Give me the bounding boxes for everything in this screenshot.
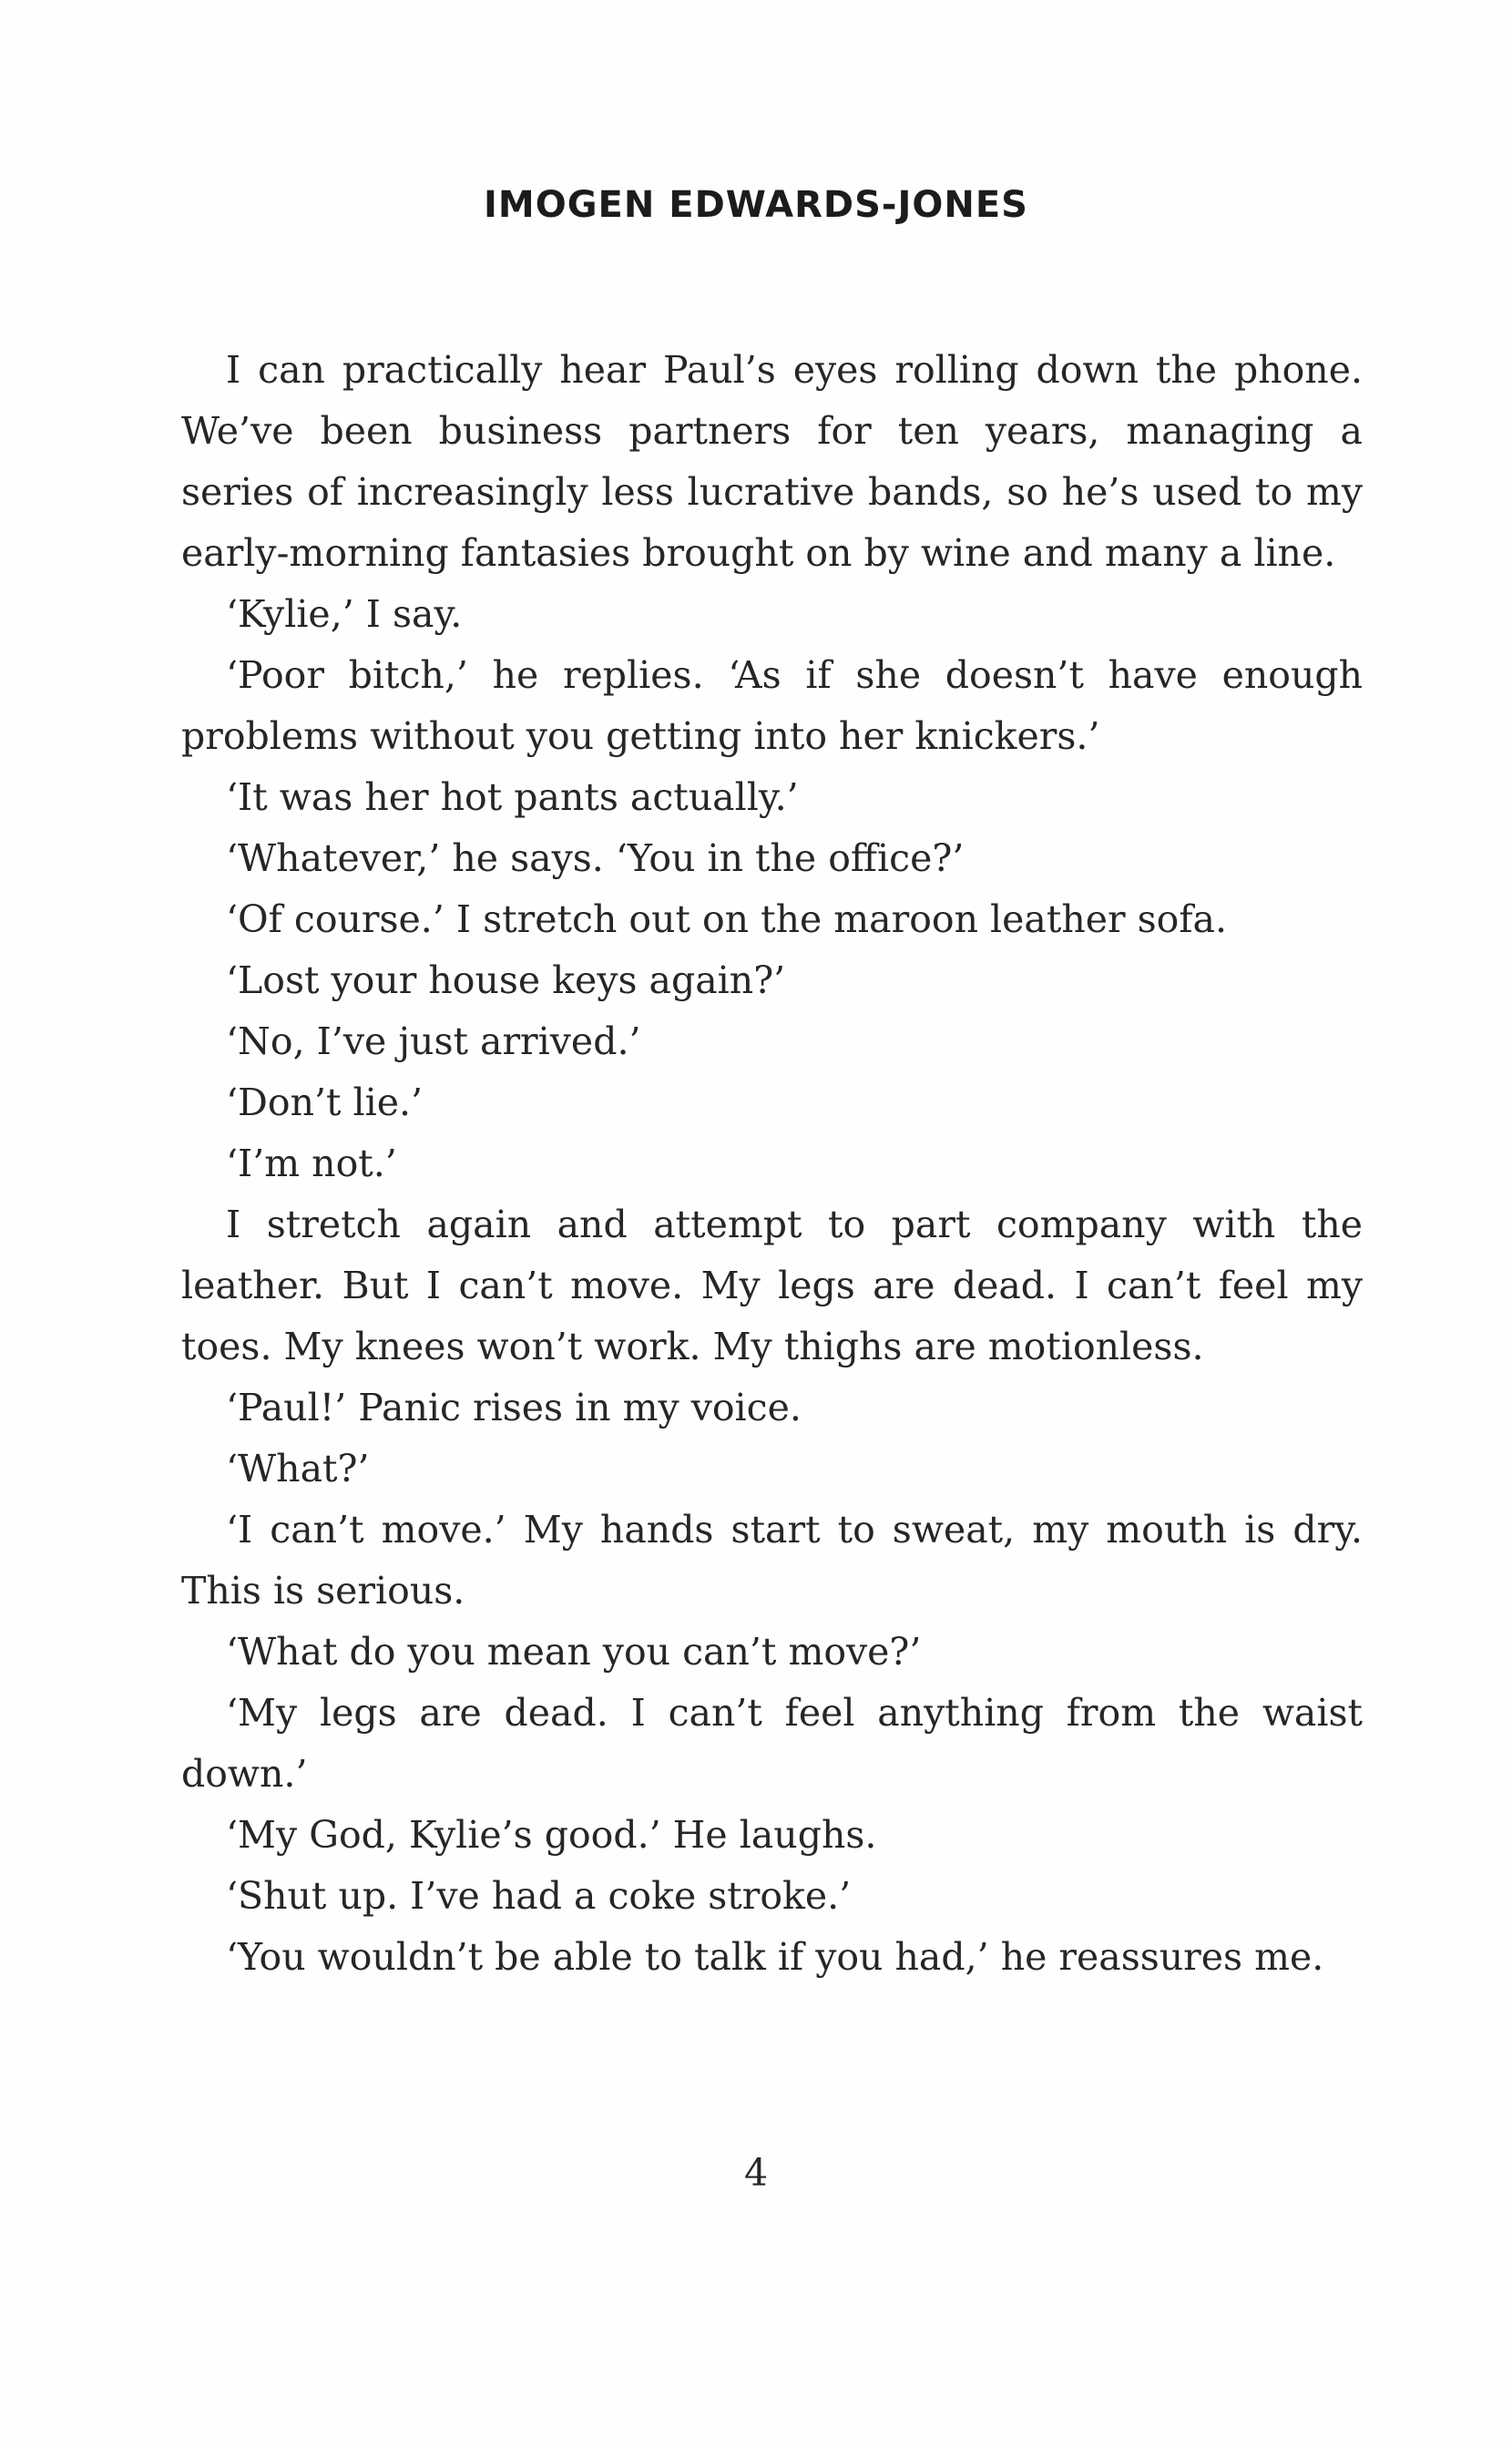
paragraph: ‘What?’	[226, 1447, 370, 1490]
paragraph: ‘I can’t move.’ My hands start to sweat, my mouth is dry. This is serious.	[181, 1508, 1363, 1613]
paragraph: I can practically hear Paul’s eyes rolling down the phone. We’ve been business partners for ten years, managing a series of increasingly less lucrative bands, so he’s used to my early-morning fantasies brought on by wine and many a line.	[181, 348, 1363, 575]
paragraph: ‘Kylie,’ I say.	[226, 592, 463, 636]
paragraph: ‘My God, Kylie’s good.’ He laughs.	[226, 1813, 877, 1857]
body-text	[181, 340, 1363, 1988]
paragraph: ‘No, I’ve just arrived.’	[226, 1019, 641, 1063]
paragraph: ‘Paul!’ Panic rises in my voice.	[226, 1386, 802, 1429]
running-head: IMOGEN EDWARDS-JONES	[484, 184, 1028, 226]
paragraph: ‘Poor bitch,’ he replies. ‘As if she doesn’t have enough problems without you getting into her knickers.’	[181, 653, 1363, 758]
paragraph: ‘My legs are dead. I can’t feel anything from the waist down.’	[181, 1691, 1363, 1796]
paragraph: ‘Of course.’ I stretch out on the maroon leather sofa.	[226, 897, 1227, 941]
paragraph: ‘You wouldn’t be able to talk if you had,’ he reassures me.	[226, 1935, 1324, 1979]
paragraph: ‘What do you mean you can’t move?’	[226, 1630, 922, 1674]
paragraph: ‘I’m not.’	[226, 1142, 397, 1185]
paragraph: ‘Don’t lie.’	[226, 1081, 424, 1124]
paragraph: ‘It was her hot pants actually.’	[226, 775, 799, 819]
paragraph: I stretch again and attempt to part company with the leather. But I can’t move. My legs are dead. I can’t feel my toes. My knees won’t work. My thighs are motionless.	[181, 1203, 1363, 1368]
paragraph: ‘Lost your house keys again?’	[226, 958, 786, 1002]
paragraph: ‘Whatever,’ he says. ‘You in the office?’	[226, 836, 965, 880]
paragraph: ‘Shut up. I’ve had a coke stroke.’	[226, 1874, 852, 1918]
page-number: 4	[743, 2151, 769, 2195]
